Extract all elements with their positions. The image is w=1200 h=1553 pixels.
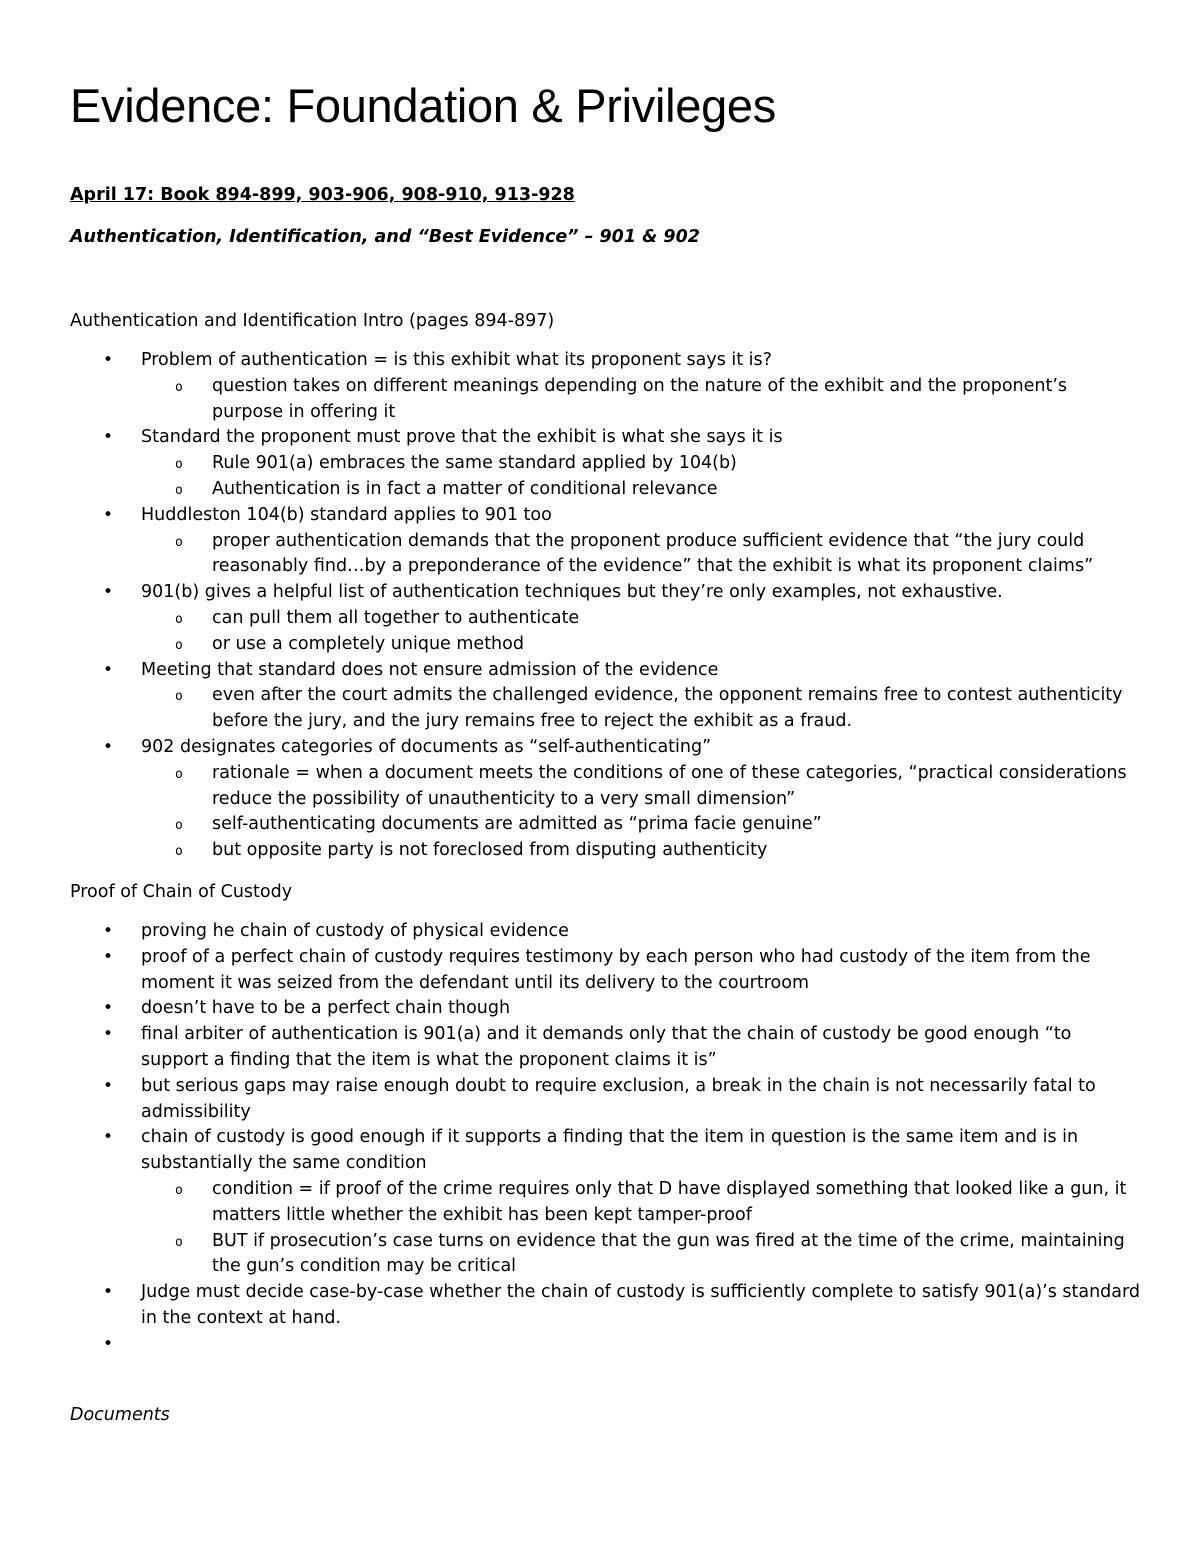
- sub-list-item: [141, 529, 1140, 581]
- sub-list-item-text: Rule 901(a) embraces the same standard applied by 104(b): [212, 453, 737, 474]
- list-item: [70, 919, 1140, 945]
- list-item: [70, 735, 1140, 864]
- list-item-text: Standard the proponent must prove that the exhibit is what she says it is: [141, 427, 783, 448]
- list-item: [70, 580, 1140, 657]
- section-heading-intro: Authentication and Identification Intro (pages 894-897): [70, 311, 555, 331]
- sub-list: [141, 761, 1140, 864]
- sub-list-item: [141, 1229, 1140, 1281]
- list-item-text: 902 designates categories of documents as “self-authenticating”: [141, 736, 712, 757]
- list-item: [70, 348, 1140, 425]
- sub-bullet-icon: o: [175, 844, 183, 860]
- sub-list-item-text: rationale = when a document meets the conditions of one of these categories, “practical considerations reduce the possibility of unauthenticity to a very small dimension”: [212, 762, 1127, 809]
- list-item: [70, 658, 1140, 735]
- sub-bullet-icon: o: [175, 766, 183, 782]
- bullet-icon: •: [103, 1127, 114, 1148]
- sub-list: [141, 451, 1140, 503]
- sub-list-item: [141, 632, 1140, 658]
- sub-bullet-icon: o: [175, 611, 183, 627]
- bullet-icon: •: [103, 504, 114, 525]
- list-item: [70, 1074, 1140, 1126]
- sub-list-item: [141, 477, 1140, 503]
- section-heading-chain-of-custody: Proof of Chain of Custody: [70, 881, 293, 902]
- list-item-text: final arbiter of authentication is 901(a) and it demands only that the chain of custody be good enough “to support a finding that the item is what the proponent claims it is”: [141, 1024, 1072, 1070]
- sub-list-item: [141, 812, 1140, 838]
- list-item-text: Judge must decide case-by-case whether the chain of custody is sufficiently complete to satisfy 901(a)’s standard in the context at hand.: [141, 1282, 1141, 1328]
- sub-list-item: [141, 683, 1140, 735]
- sub-bullet-icon: o: [175, 1182, 183, 1198]
- sub-list-item: [141, 374, 1140, 426]
- list-item: [70, 945, 1140, 997]
- sub-bullet-icon: o: [175, 637, 183, 653]
- bullet-icon: •: [103, 1282, 114, 1303]
- sub-list-item: [141, 1177, 1140, 1229]
- list-item: [70, 1022, 1140, 1074]
- sub-list: [141, 606, 1140, 658]
- sub-list-item-text: condition = if proof of the crime requires only that D have displayed something that looked like a gun, it matters little whether the exhibit has been kept tamper-proof: [212, 1178, 1127, 1225]
- list-item-text: doesn’t have to be a perfect chain though: [141, 998, 511, 1019]
- document-page: [70, 72, 1140, 1428]
- sub-list-item-text: self-authenticating documents are admitted as “prima facie genuine”: [212, 814, 822, 835]
- sub-list-item-text: Authentication is in fact a matter of conditional relevance: [212, 478, 718, 499]
- sub-list: [141, 1177, 1140, 1280]
- list-item-text: Meeting that standard does not ensure admission of the evidence: [141, 659, 719, 680]
- sub-bullet-icon: o: [175, 818, 183, 834]
- sub-list-item-text: BUT if prosecution’s case turns on evidence that the gun was fired at the time of the crime, maintaining the gun’s condition may be critical: [212, 1230, 1125, 1277]
- document-title: Evidence: Foundation & Privileges: [70, 79, 776, 132]
- list-item-text: Problem of authentication = is this exhibit what its proponent says it is?: [141, 350, 772, 370]
- bullet-icon: •: [103, 350, 114, 370]
- bullet-icon: •: [103, 427, 114, 448]
- sub-bullet-icon: o: [175, 534, 183, 550]
- sub-list-item-text: proper authentication demands that the proponent produce sufficient evidence that “the jury could reasonably find…by a preponderance of the evidence” that the exhibit is what its proponent claims”: [212, 530, 1094, 577]
- sub-list-item: [141, 451, 1140, 477]
- sub-list-item-text: or use a completely unique method: [212, 633, 524, 654]
- bullet-icon: •: [103, 736, 114, 757]
- sub-list-item: [141, 606, 1140, 632]
- sub-list-item-text: even after the court admits the challenged evidence, the opponent remains free to contest authenticity before the jury, and the jury remains free to reject the exhibit as a fraud.: [212, 685, 1123, 732]
- sub-list: [141, 374, 1140, 426]
- sub-bullet-icon: o: [175, 1234, 183, 1250]
- bullet-icon: •: [103, 1024, 114, 1045]
- list-item: [70, 1125, 1140, 1280]
- bullet-icon: •: [103, 946, 114, 967]
- list-item-text: but serious gaps may raise enough doubt to require exclusion, a break in the chain is not necessarily fatal to admissibility: [141, 1075, 1096, 1122]
- bullet-icon: •: [103, 998, 114, 1019]
- date-heading: April 17: Book 894-899, 903-906, 908-910, 913-928: [70, 185, 575, 205]
- sub-list-item-text: but opposite party is not foreclosed from disputing authenticity: [212, 840, 768, 861]
- bullet-icon: •: [103, 1075, 114, 1096]
- section-list-chain-of-custody: [70, 919, 1141, 1354]
- list-item: [70, 503, 1140, 580]
- sub-bullet-icon: o: [175, 379, 183, 395]
- list-item-text: proving he chain of custody of physical evidence: [141, 920, 569, 941]
- sub-list: [141, 683, 1140, 735]
- sub-bullet-icon: o: [175, 457, 183, 473]
- list-item: [70, 1280, 1140, 1332]
- list-item-text: 901(b) gives a helpful list of authentication techniques but they’re only examples, not exhaustive.: [141, 582, 1003, 603]
- section-heading-documents: Documents: [70, 1404, 170, 1425]
- list-item-text: chain of custody is good enough if it supports a finding that the item in question is the same item and is in substantially the same condition: [141, 1127, 1079, 1174]
- list-item-text: proof of a perfect chain of custody requires testimony by each person who had custody of the item from the moment it was seized from the defendant until its delivery to the courtroom: [141, 946, 1091, 993]
- sub-bullet-icon: o: [175, 482, 183, 498]
- bullet-icon: •: [103, 1333, 114, 1354]
- sub-list-item: [141, 838, 1140, 864]
- bullet-icon: •: [103, 920, 114, 941]
- section-list-intro: [70, 348, 1140, 864]
- sub-list: [141, 529, 1140, 581]
- sub-bullet-icon: o: [175, 689, 183, 705]
- sub-list-item: [141, 761, 1140, 813]
- sub-list-item-text: question takes on different meanings depending on the nature of the exhibit and the proponent’s purpose in offering it: [212, 375, 1068, 422]
- bullet-icon: •: [103, 659, 114, 680]
- list-item: [70, 425, 1140, 502]
- topic-subtitle: Authentication, Identification, and “Best Evidence” – 901 & 902: [70, 227, 700, 247]
- bullet-icon: •: [103, 582, 114, 603]
- list-item-text: Huddleston 104(b) standard applies to 901 too: [141, 504, 552, 525]
- sub-list-item-text: can pull them all together to authenticate: [212, 607, 580, 628]
- list-item: [70, 996, 1140, 1022]
